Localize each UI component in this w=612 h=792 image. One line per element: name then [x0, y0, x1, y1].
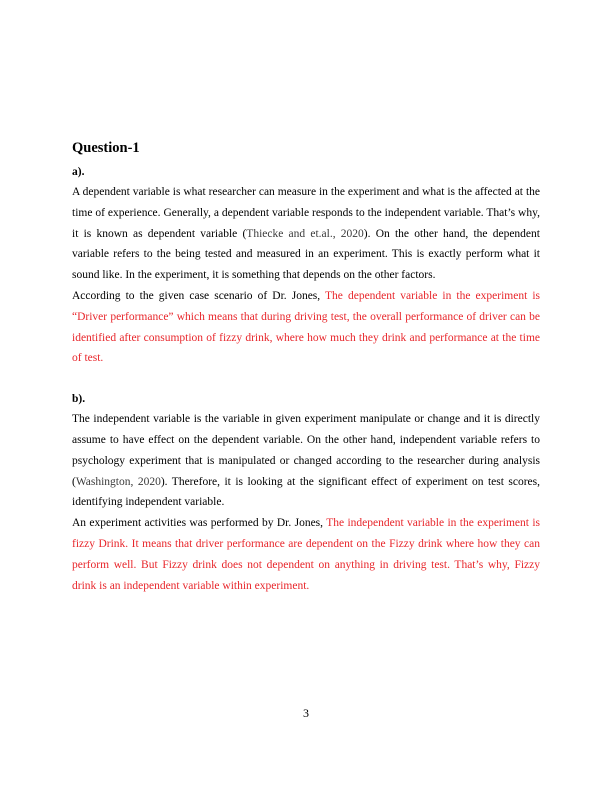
section-a-paragraph-1 [72, 182, 540, 286]
section-a-p2-highlight: The dependent variable in the experiment is “Driver performance” which means that during driving test, the overall performance of driver can be identified after consumption of fizzy drink, where how much they drink and performance at the time of test. [72, 289, 541, 365]
section-a-paragraph-2 [72, 286, 540, 369]
section-b-p1-text-2: ). Therefore, it is looking at the significant effect of experiment on test scores, identifying independent variable. [72, 475, 540, 509]
section-spacer [72, 369, 540, 389]
section-b-p1-text-1: The independent variable is the variable in given experiment manipulate or change and it is directly assume to have effect on the dependent variable. On the other hand, independent variable refers to psychology experiment that is manipulated or changed according to the researcher during analysis ( [72, 413, 540, 488]
question-heading: Question-1 [72, 140, 140, 156]
section-a-p2-lead: According to the given case scenario of Dr. Jones, [72, 289, 326, 302]
section-b-label: b). [72, 393, 86, 406]
document-body [72, 138, 540, 596]
section-b-citation: Washington, 2020 [75, 475, 161, 488]
section-a-p1-text-1: A dependent variable is what researcher can measure in the experiment and what is the affected at the time of experience. Generally, a dependent variable responds to the independent variable. That’s why, it is known as dependent variable ( [72, 186, 540, 240]
page-number: 3 [303, 706, 309, 720]
section-b-p2-lead: An experiment activities was performed by Dr. Jones, [72, 517, 327, 530]
section-a-label: a). [72, 166, 85, 178]
section-b-p2-highlight: The independent variable in the experiment is fizzy Drink. It means that driver performance are dependent on the Fizzy drink where how they can perform well. But Fizzy drink does not dependent on anything in driving test. That’s why, Fizzy drink is an independent variable within experiment. [72, 517, 541, 592]
section-a-p1-text-2: ). On the other hand, the dependent variable refers to the being tested and measured in an experiment. This is exactly perform what it sound like. In the experiment, it is something that depends on the other factors. [72, 227, 540, 282]
section-b-paragraph-1 [72, 409, 540, 513]
section-a-citation: Thiecke and et.al., 2020 [246, 227, 364, 240]
section-b-paragraph-2 [72, 513, 540, 596]
